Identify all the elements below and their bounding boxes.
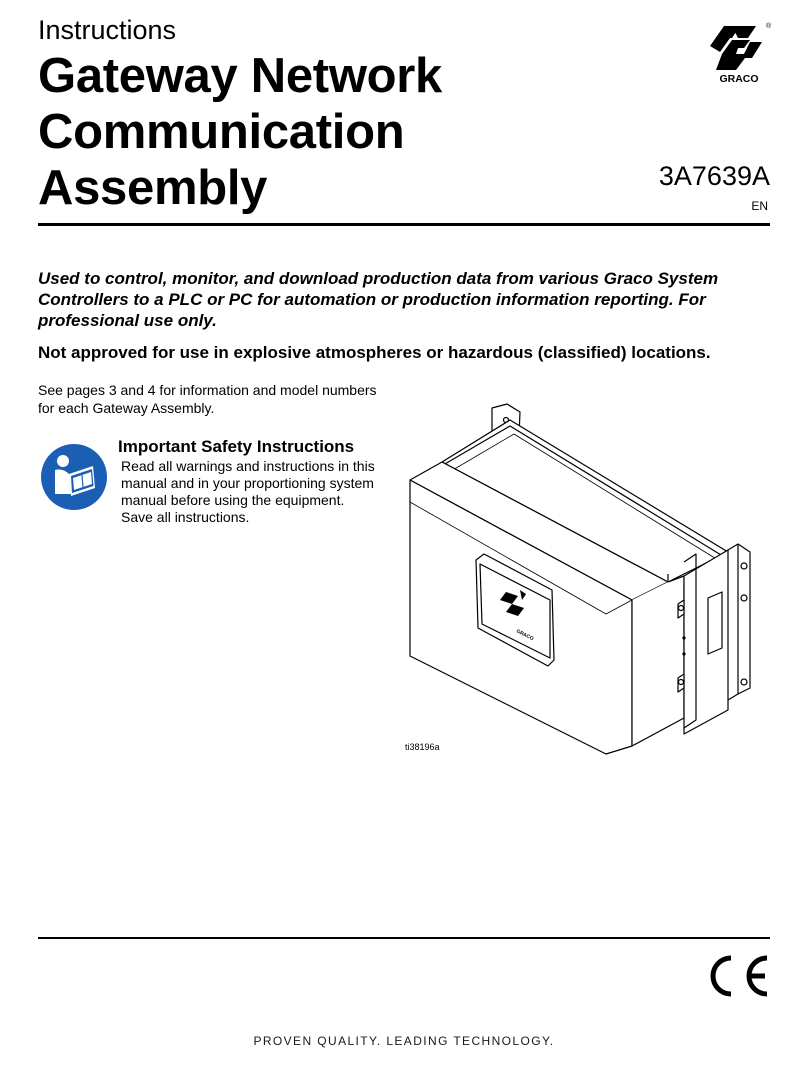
safety-line: manual and in your proportioning system bbox=[121, 475, 374, 491]
title-line-3: Assembly bbox=[38, 161, 268, 215]
read-manual-icon bbox=[41, 444, 107, 510]
safety-heading: Important Safety Instructions bbox=[118, 437, 355, 456]
graco-logo bbox=[706, 20, 772, 86]
document-type: Instructions bbox=[38, 15, 177, 45]
title-line-2: Communication bbox=[38, 105, 405, 159]
see-pages-note: See pages 3 and 4 for information and model numbers for each Gateway Assembly. bbox=[38, 382, 377, 416]
document-title bbox=[38, 48, 598, 216]
safety-line: Save all instructions. bbox=[121, 509, 250, 525]
part-number: 3A7639A bbox=[658, 161, 770, 191]
approval-warning: Not approved for use in explosive atmospheres or hazardous (classified) locations. bbox=[38, 343, 711, 362]
title-line-1: Gateway Network bbox=[38, 49, 442, 103]
footer-divider bbox=[38, 937, 770, 939]
gateway-assembly-illustration bbox=[402, 402, 772, 762]
intro-paragraph: Used to control, monitor, and download production data from various Graco System Controllers to a PLC or PC for automation or production information reporting. For professional use only. bbox=[38, 269, 719, 330]
ce-mark-icon bbox=[703, 954, 771, 998]
safety-line: Read all warnings and instructions in this bbox=[121, 458, 375, 474]
logo-registered-mark: ® bbox=[766, 23, 772, 30]
company-tagline: PROVEN QUALITY. LEADING TECHNOLOGY. bbox=[253, 1034, 555, 1048]
safety-instructions bbox=[121, 458, 391, 526]
panel-logo-text: GRACO bbox=[515, 628, 535, 643]
language-code: EN bbox=[751, 199, 768, 213]
figure-reference: ti38196a bbox=[405, 742, 440, 752]
header-divider bbox=[38, 223, 770, 226]
logo-text: GRACO bbox=[719, 73, 759, 85]
safety-line: manual before using the equipment. bbox=[121, 492, 345, 508]
